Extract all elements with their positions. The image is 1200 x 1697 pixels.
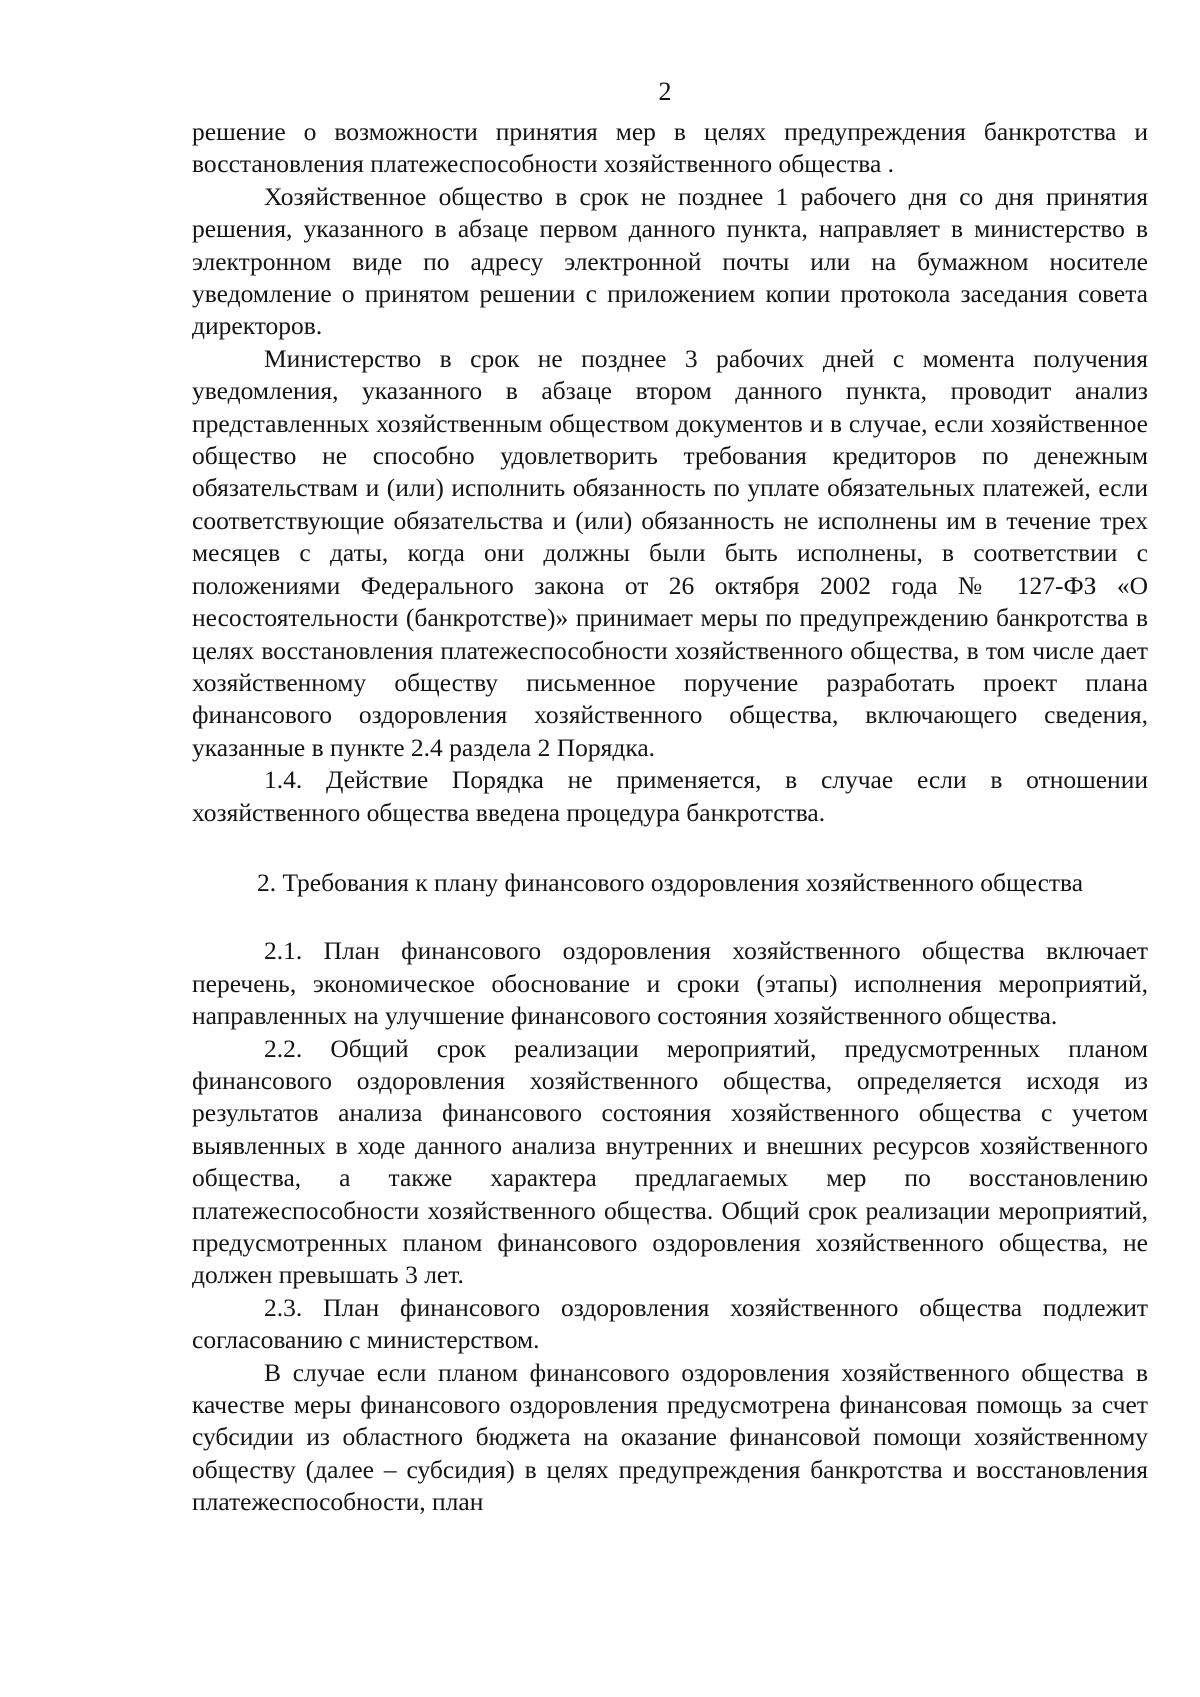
section-heading: 2. Требования к плану финансового оздоровления хозяйственного общества [256, 867, 1084, 897]
paragraph-notification: Хозяйственное общество в срок не позднее 1 рабочего дня со дня принятия решения, указанного в абзаце первом данного пункта, направляет в министерство в электронном виде по адресу электронной почты или на бумажном носителе уведомление о принятом решении с приложением копии протокола заседания совета директоров. [192, 181, 1148, 341]
paragraph-2-3: 2.3. План финансового оздоровления хозяйственного общества подлежит согласованию с министерством. [192, 1292, 1148, 1355]
paragraph-ministry-analysis: Министерство в срок не позднее 3 рабочих дней с момента получения уведомления, указанного в абзаце втором данного пункта, проводит анализ представленных хозяйственным обществом документов и в случае, если хозяйственное общество не способно удовлетворить требования кредиторов по денежным обязательствам и (или) исполнить обязанность по уплате обязательных платежей, если соответствующие обязательства и (или) обязанность не исполнены им в течение трех месяцев с даты, когда они должны были быть исполнены, в соответствии с положениями Федерального закона от 26 октября 2002 года № 127-ФЗ «О несостоятельности (банкротстве)» принимает меры по предупреждению банкротства в целях восстановления платежеспособности хозяйственного общества, в том числе дает хозяйственному обществу письменное поручение разработать проект плана финансового оздоровления хозяйственного общества, включающего сведения, указанные в пункте 2.4 раздела 2 Порядка. [192, 343, 1148, 762]
paragraph-subsidy: В случае если планом финансового оздоровления хозяйственного общества в качестве меры финансового оздоровления предусмотрена финансовая помощь за счет субсидии из областного бюджета на оказание финансовой помощи хозяйственному обществу (далее – субсидия) в целях предупреждения банкротства и восстановления платежеспособности, план [192, 1357, 1148, 1517]
page-number: 2 [658, 77, 672, 106]
paragraph-1-4: 1.4. Действие Порядка не применяется, в случае если в отношении хозяйственного общества введена процедура банкротства. [192, 765, 1148, 827]
paragraph-continuation: решение о возможности принятия мер в целях предупреждения банкротства и восстановления платежеспособности хозяйственного общества . [192, 117, 1148, 179]
document-body [192, 116, 1148, 1519]
paragraph-2-2: 2.2. Общий срок реализации мероприятий, предусмотренных планом финансового оздоровления хозяйственного общества, определяется исходя из результатов анализа финансового состояния хозяйственного общества с учетом выявленных в ходе данного анализа внутренних и внешних ресурсов хозяйственного общества, а также характера предлагаемых мер по восстановлению платежеспособности хозяйственного общества. Общий срок реализации мероприятий, предусмотренных планом финансового оздоровления хозяйственного общества, не должен превышать 3 лет. [192, 1033, 1148, 1290]
paragraph-2-1: 2.1. План финансового оздоровления хозяйственного общества включает перечень, экономическое обоснование и сроки (этапы) исполнения мероприятий, направленных на улучшение финансового состояния хозяйственного общества. [192, 936, 1148, 1031]
